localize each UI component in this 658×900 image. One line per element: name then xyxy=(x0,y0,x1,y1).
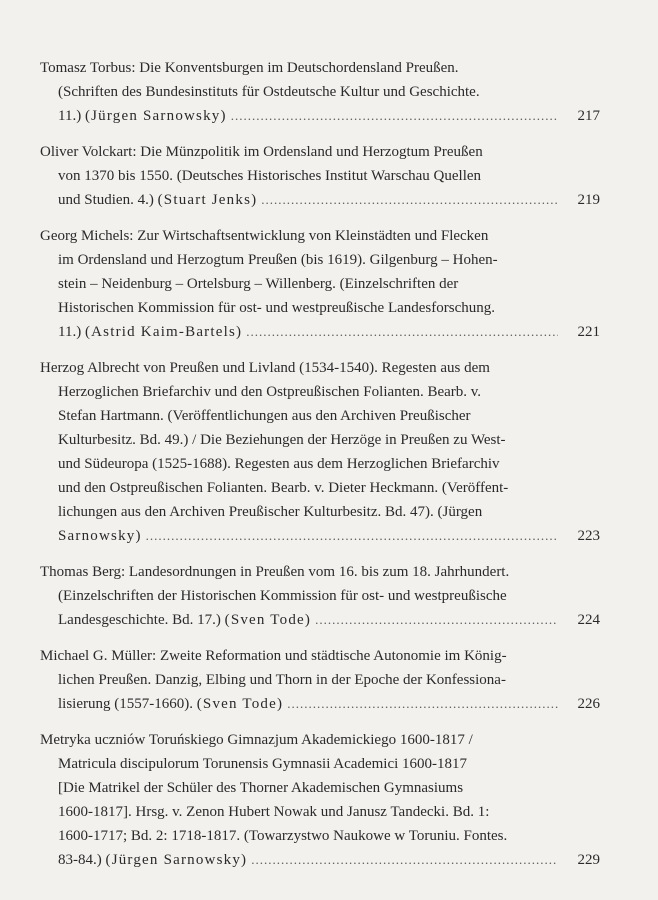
entry-text: lichungen aus den Archiven Preußischer Kulturbesitz. Bd. 47). (Jürgen xyxy=(58,504,483,520)
entry-text-line xyxy=(40,56,600,80)
dot-leader xyxy=(251,848,558,872)
entry-final-line xyxy=(40,608,600,632)
entry-text-line xyxy=(40,584,600,608)
page-number: 221 xyxy=(577,324,600,340)
toc-entry xyxy=(40,56,600,128)
entry-final-line xyxy=(40,104,600,128)
entry-text-line xyxy=(40,140,600,164)
dot-leader xyxy=(287,692,558,716)
page-number: 229 xyxy=(577,852,600,868)
entry-text-line xyxy=(40,824,600,848)
page-number: 219 xyxy=(577,192,600,208)
entry-text: (Schriften des Bundesinstituts für Ostdeutsche Kultur und Geschichte. xyxy=(58,84,480,100)
entry-text-line xyxy=(40,476,600,500)
toc-entry xyxy=(40,644,600,716)
entry-text: Oliver Volckart: Die Münzpolitik im Ordensland und Herzogtum Preußen xyxy=(40,144,483,160)
table-of-contents xyxy=(40,56,600,884)
entry-final-line xyxy=(40,692,600,716)
page-number: 224 xyxy=(577,612,600,628)
entry-text: von 1370 bis 1550. (Deutsches Historisches Institut Warschau Quellen xyxy=(58,168,482,184)
toc-entry xyxy=(40,140,600,212)
entry-text-line xyxy=(40,728,600,752)
entry-text: Michael G. Müller: Zweite Reformation und städtische Autonomie im König- xyxy=(40,648,507,664)
entry-text-line xyxy=(40,404,600,428)
entry-final-line xyxy=(40,524,600,548)
dot-leader xyxy=(315,608,558,632)
entry-text: Herzoglichen Briefarchiv und den Ostpreußischen Folianten. Bearb. v. xyxy=(58,384,482,400)
reviewer-name: (Sven Tode) xyxy=(224,612,312,628)
entry-text-line xyxy=(40,800,600,824)
entry-text: lichen Preußen. Danzig, Elbing und Thorn in der Epoche der Konfessiona- xyxy=(58,672,506,688)
entry-text-line xyxy=(40,776,600,800)
entry-text: Stefan Hartmann. (Veröffentlichungen aus den Archiven Preußischer xyxy=(58,408,471,424)
entry-final-line xyxy=(40,848,600,872)
entry-text: und Studien. 4.) xyxy=(58,192,154,208)
entry-text: im Ordensland und Herzogtum Preußen (bis 1619). Gilgenburg – Hohen- xyxy=(58,252,498,268)
entry-text-line xyxy=(40,164,600,188)
entry-text: lisierung (1557-1660). xyxy=(58,696,193,712)
entry-text-line xyxy=(40,452,600,476)
entry-text: 11.) xyxy=(58,324,82,340)
page-number: 226 xyxy=(577,696,600,712)
reviewer-name: (Sven Tode) xyxy=(196,696,284,712)
entry-text: Matricula discipulorum Torunensis Gymnasii Academici 1600-1817 xyxy=(58,756,468,772)
page-number: 217 xyxy=(577,108,600,124)
reviewer-name: (Jürgen Sarnowsky) xyxy=(84,108,227,124)
entry-text: Historischen Kommission für ost- und westpreußische Landesforschung. xyxy=(58,300,496,316)
entry-text: Thomas Berg: Landesordnungen in Preußen vom 16. bis zum 18. Jahrhundert. xyxy=(40,564,510,580)
entry-text: [Die Matrikel der Schüler des Thorner Akademischen Gymnasiums xyxy=(58,780,464,796)
entry-text-line xyxy=(40,356,600,380)
entry-text-line xyxy=(40,668,600,692)
entry-text: stein – Neidenburg – Ortelsburg – Willenberg. (Einzelschriften der xyxy=(58,276,459,292)
entry-text: und Südeuropa (1525-1688). Regesten aus dem Herzoglichen Briefarchiv xyxy=(58,456,500,472)
entry-text: 1600-1817]. Hrsg. v. Zenon Hubert Nowak und Janusz Tandecki. Bd. 1: xyxy=(58,804,490,820)
entry-text-line xyxy=(40,560,600,584)
entry-text: (Einzelschriften der Historischen Kommission für ost- und westpreußische xyxy=(58,588,507,604)
dot-leader xyxy=(261,188,558,212)
entry-final-line xyxy=(40,320,600,344)
reviewer-name: (Astrid Kaim-Bartels) xyxy=(84,324,243,340)
reviewer-name: Sarnowsky) xyxy=(58,528,142,544)
toc-entry xyxy=(40,356,600,548)
toc-entry xyxy=(40,560,600,632)
entry-text: Tomasz Torbus: Die Konventsburgen im Deutschordensland Preußen. xyxy=(40,60,459,76)
entry-text-line xyxy=(40,752,600,776)
entry-text-line xyxy=(40,500,600,524)
entry-text-line xyxy=(40,380,600,404)
page-number: 223 xyxy=(577,528,600,544)
entry-text-line xyxy=(40,428,600,452)
entry-final-line xyxy=(40,188,600,212)
reviewer-name: (Stuart Jenks) xyxy=(157,192,258,208)
entry-text-line xyxy=(40,296,600,320)
dot-leader xyxy=(246,320,558,344)
entry-text: Herzog Albrecht von Preußen und Livland (1534-1540). Regesten aus dem xyxy=(40,360,490,376)
entry-text: 1600-1717; Bd. 2: 1718-1817. (Towarzystwo Naukowe w Toruniu. Fontes. xyxy=(58,828,508,844)
entry-text-line xyxy=(40,80,600,104)
entry-text: Georg Michels: Zur Wirtschaftsentwicklung von Kleinstädten und Flecken xyxy=(40,228,489,244)
entry-text-line xyxy=(40,644,600,668)
entry-text-line xyxy=(40,224,600,248)
entry-text-line xyxy=(40,272,600,296)
reviewer-name: (Jürgen Sarnowsky) xyxy=(105,852,248,868)
dot-leader xyxy=(231,104,558,128)
entry-text: 83-84.) xyxy=(58,852,102,868)
dot-leader xyxy=(146,524,558,548)
entry-text: Metryka uczniów Toruńskiego Gimnazjum Akademickiego 1600-1817 / xyxy=(40,732,473,748)
entry-text: Kulturbesitz. Bd. 49.) / Die Beziehungen der Herzöge in Preußen zu West- xyxy=(58,432,506,448)
entry-text-line xyxy=(40,248,600,272)
entry-text: 11.) xyxy=(58,108,82,124)
toc-entry xyxy=(40,224,600,344)
toc-entry xyxy=(40,728,600,872)
entry-text: und den Ostpreußischen Folianten. Bearb. v. Dieter Heckmann. (Veröffent- xyxy=(58,480,509,496)
entry-text: Landesgeschichte. Bd. 17.) xyxy=(58,612,221,628)
